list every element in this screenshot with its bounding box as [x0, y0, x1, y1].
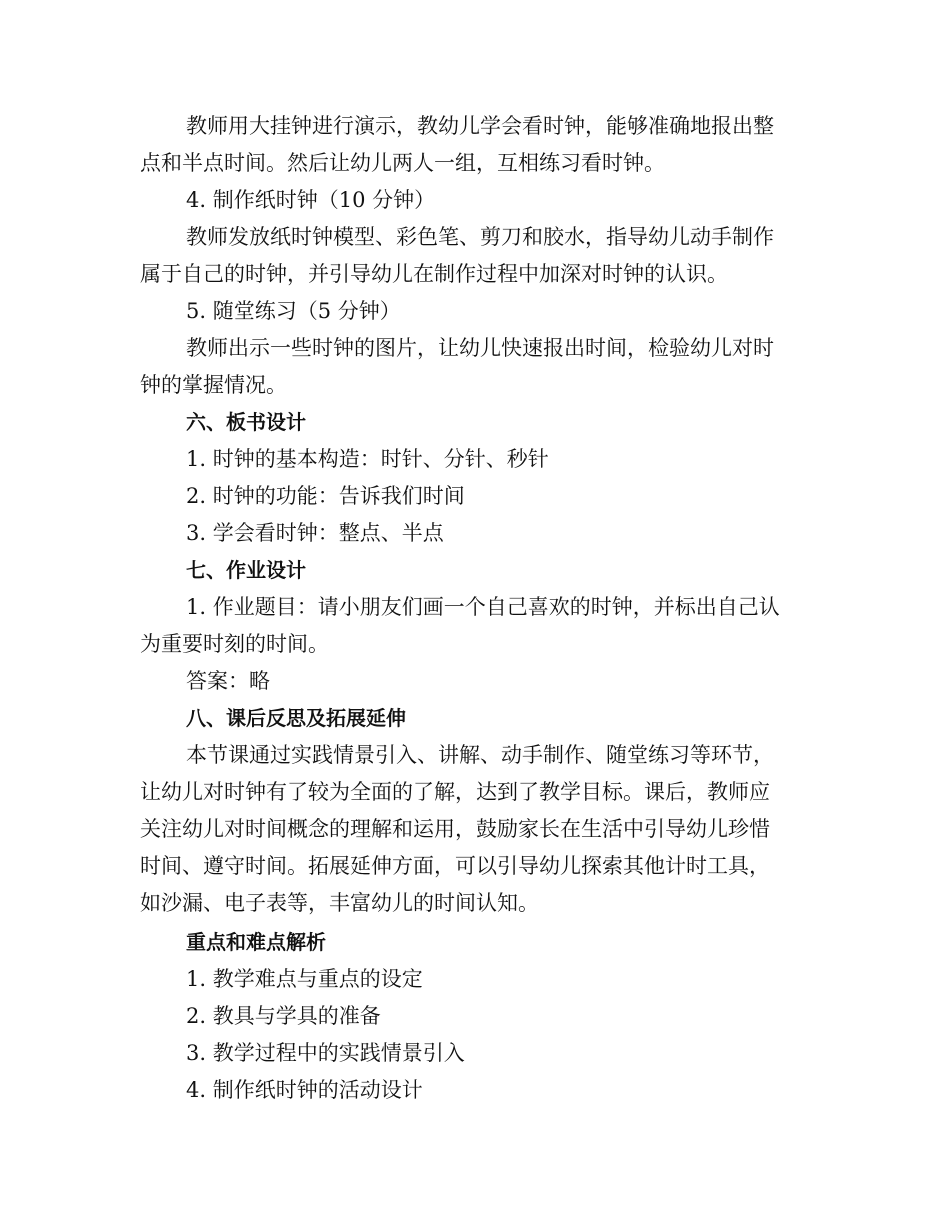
heading-homework-design: 七、作业设计	[186, 558, 306, 582]
reflection-line-5: 如沙漏、电子表等，丰富幼儿的时间认知。	[140, 891, 539, 915]
homework-line-2: 为重要时刻的时间。	[140, 632, 329, 656]
board-item-3: 3. 学会看时钟：整点、半点	[186, 521, 444, 545]
board-item-2: 2. 时钟的功能：告诉我们时间	[186, 484, 465, 508]
key-point-1: 1. 教学难点与重点的设定	[186, 967, 423, 991]
heading-key-points: 重点和难点解析	[186, 930, 326, 954]
board-item-1: 1. 时钟的基本构造：时针、分针、秒针	[186, 447, 549, 471]
heading-board-design: 六、板书设计	[186, 410, 306, 434]
step-5-title: 5. 随堂练习（5 分钟）	[186, 299, 401, 323]
heading-reflection: 八、课后反思及拓展延伸	[186, 706, 406, 730]
key-point-2: 2. 教具与学具的准备	[186, 1004, 381, 1028]
paragraph-make-clock-line-1: 教师发放纸时钟模型、彩色笔、剪刀和胶水，指导幼儿动手制作	[186, 225, 774, 249]
paragraph-demo-line-2: 点和半点时间。然后让幼儿两人一组，互相练习看时钟。	[140, 151, 665, 175]
paragraph-practice-line-2: 钟的掌握情况。	[140, 373, 287, 397]
step-4-title: 4. 制作纸时钟（10 分钟）	[186, 188, 436, 212]
paragraph-demo-line-1: 教师用大挂钟进行演示，教幼儿学会看时钟，能够准确地报出整	[186, 114, 774, 138]
reflection-line-3: 关注幼儿对时间概念的理解和运用，鼓励家长在生活中引导幼儿珍惜	[140, 817, 770, 841]
homework-line-1: 1. 作业题目：请小朋友们画一个自己喜欢的时钟，并标出自己认	[186, 595, 780, 619]
homework-answer: 答案：略	[186, 669, 270, 693]
key-point-3: 3. 教学过程中的实践情景引入	[186, 1041, 465, 1065]
paragraph-practice-line-1: 教师出示一些时钟的图片，让幼儿快速报出时间，检验幼儿对时	[186, 336, 774, 360]
reflection-line-1: 本节课通过实践情景引入、讲解、动手制作、随堂练习等环节，	[186, 743, 774, 767]
reflection-line-4: 时间、遵守时间。拓展延伸方面，可以引导幼儿探索其他计时工具，	[140, 854, 770, 878]
key-point-4: 4. 制作纸时钟的活动设计	[186, 1078, 423, 1102]
reflection-line-2: 让幼儿对时钟有了较为全面的了解，达到了教学目标。课后，教师应	[140, 780, 770, 804]
paragraph-make-clock-line-2: 属于自己的时钟，并引导幼儿在制作过程中加深对时钟的认识。	[140, 262, 728, 286]
